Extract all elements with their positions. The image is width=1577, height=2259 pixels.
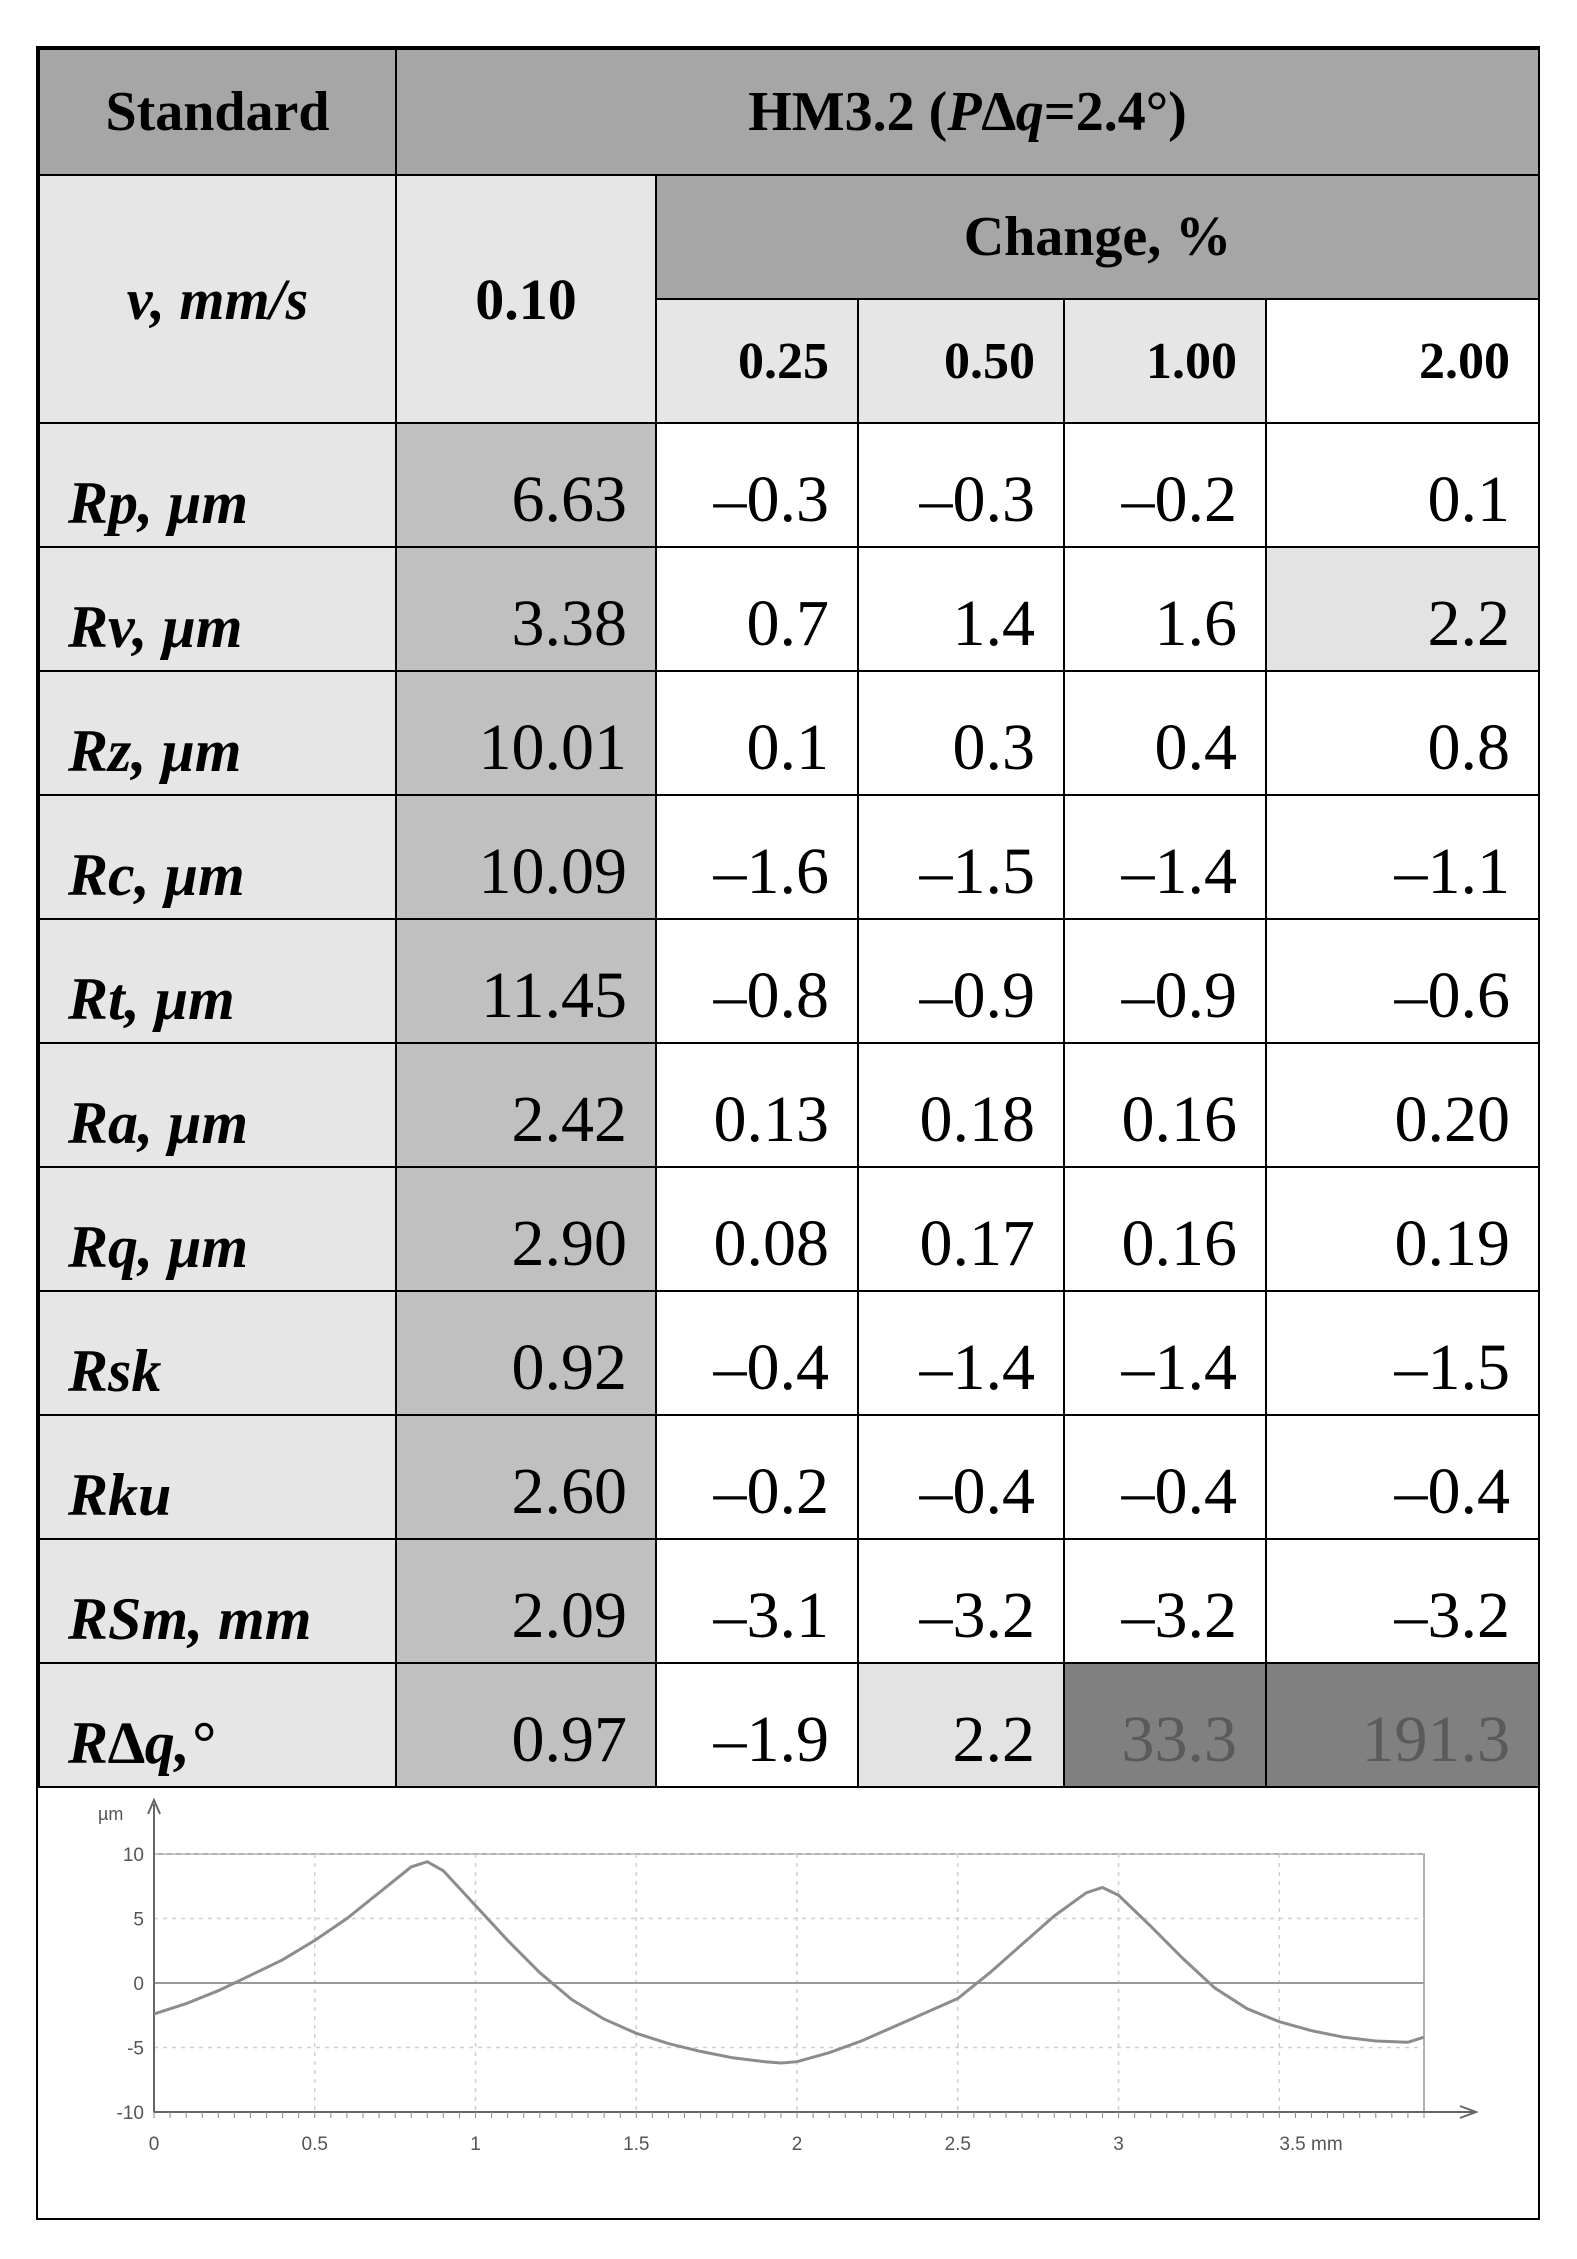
header-row-1 bbox=[39, 49, 1539, 175]
title-code: HM3.2 ( bbox=[748, 81, 948, 143]
title-param: P∆q bbox=[947, 81, 1044, 143]
change-value: –0.4 bbox=[1064, 1415, 1266, 1539]
change-value: –1.5 bbox=[1266, 1291, 1539, 1415]
change-value: 2.2 bbox=[1266, 547, 1539, 671]
x-tick-label: 1 bbox=[470, 2134, 481, 2155]
change-value: 0.7 bbox=[656, 547, 858, 671]
change-value: –1.1 bbox=[1266, 795, 1539, 919]
table-row bbox=[39, 1167, 1539, 1291]
change-value: –0.2 bbox=[656, 1415, 858, 1539]
change-value: 191.3 bbox=[1266, 1663, 1539, 1787]
base-value: 10.01 bbox=[396, 671, 656, 795]
y-tick-label: -10 bbox=[116, 2103, 144, 2124]
change-value: –3.2 bbox=[1064, 1539, 1266, 1663]
param-name: Rc, μm bbox=[39, 795, 396, 919]
profile-line bbox=[154, 1862, 1424, 2063]
plot-axes bbox=[148, 1800, 1476, 2118]
change-value: –1.6 bbox=[656, 795, 858, 919]
change-value: –0.4 bbox=[1266, 1415, 1539, 1539]
param-name: Rv, μm bbox=[39, 547, 396, 671]
change-value: –1.4 bbox=[858, 1291, 1064, 1415]
table-row bbox=[39, 795, 1539, 919]
x-tick-label: 3.5 mm bbox=[1279, 2134, 1343, 2155]
change-value: 33.3 bbox=[1064, 1663, 1266, 1787]
param-name: Rp, μm bbox=[39, 423, 396, 547]
table-row bbox=[39, 423, 1539, 547]
change-value: –3.2 bbox=[858, 1539, 1064, 1663]
change-value: –3.1 bbox=[656, 1539, 858, 1663]
change-value: 0.1 bbox=[656, 671, 858, 795]
change-value: –1.9 bbox=[656, 1663, 858, 1787]
change-value: 0.4 bbox=[1064, 671, 1266, 795]
change-value: 1.6 bbox=[1064, 547, 1266, 671]
base-value: 11.45 bbox=[396, 919, 656, 1043]
change-value: –0.4 bbox=[656, 1291, 858, 1415]
header-row-2 bbox=[39, 175, 1539, 299]
param-name: R∆q,° bbox=[39, 1663, 396, 1787]
change-value: –0.9 bbox=[858, 919, 1064, 1043]
speed-header bbox=[39, 175, 396, 423]
base-speed-header: 0.10 bbox=[396, 175, 656, 423]
change-value: 0.17 bbox=[858, 1167, 1064, 1291]
change-value: 0.13 bbox=[656, 1043, 858, 1167]
standard-header: Standard bbox=[39, 49, 396, 175]
y-tick-label: -5 bbox=[127, 2038, 144, 2060]
base-value: 2.90 bbox=[396, 1167, 656, 1291]
table-row bbox=[39, 1291, 1539, 1415]
change-value: 0.18 bbox=[858, 1043, 1064, 1167]
param-name: Rku bbox=[39, 1415, 396, 1539]
change-value: 0.08 bbox=[656, 1167, 858, 1291]
x-tick-label: 0 bbox=[148, 2134, 160, 2155]
change-value: –0.6 bbox=[1266, 919, 1539, 1043]
x-tick-label: 1.5 bbox=[623, 2134, 650, 2155]
y-tick-label: 5 bbox=[133, 1909, 144, 1931]
base-value: 0.97 bbox=[396, 1663, 656, 1787]
change-value: 0.8 bbox=[1266, 671, 1539, 795]
change-value: 0.19 bbox=[1266, 1167, 1539, 1291]
base-value: 2.60 bbox=[396, 1415, 656, 1539]
change-value: 0.3 bbox=[858, 671, 1064, 795]
speed-header-label: v, mm/s bbox=[126, 266, 309, 332]
x-tick-label: 2 bbox=[791, 2134, 803, 2155]
change-value: –0.2 bbox=[1064, 423, 1266, 547]
base-value: 6.63 bbox=[396, 423, 656, 547]
x-tick-label: 3 bbox=[1113, 2134, 1124, 2155]
profile-plot bbox=[38, 1776, 1538, 2218]
plot-grid bbox=[154, 1854, 1424, 2112]
change-value: –1.4 bbox=[1064, 1291, 1266, 1415]
base-value: 2.09 bbox=[396, 1539, 656, 1663]
change-value: –0.3 bbox=[858, 423, 1064, 547]
change-value: –0.3 bbox=[656, 423, 858, 547]
change-value: –0.8 bbox=[656, 919, 858, 1043]
sample-title bbox=[396, 49, 1539, 175]
param-name: Rsk bbox=[39, 1291, 396, 1415]
change-value: 0.16 bbox=[1064, 1167, 1266, 1291]
table-body bbox=[39, 423, 1539, 1787]
param-name: Rq, μm bbox=[39, 1167, 396, 1291]
change-value: –0.4 bbox=[858, 1415, 1064, 1539]
change-value: –3.2 bbox=[1266, 1539, 1539, 1663]
change-value: 0.16 bbox=[1064, 1043, 1266, 1167]
param-name: Rz, μm bbox=[39, 671, 396, 795]
x-tick-label: 0.5 bbox=[301, 2134, 328, 2155]
roughness-table bbox=[38, 48, 1540, 1788]
table-row bbox=[39, 671, 1539, 795]
table-row bbox=[39, 1415, 1539, 1539]
table-row bbox=[39, 1663, 1539, 1787]
change-value: –1.5 bbox=[858, 795, 1064, 919]
change-value: –0.9 bbox=[1064, 919, 1266, 1043]
base-value: 0.92 bbox=[396, 1291, 656, 1415]
table-row bbox=[39, 1539, 1539, 1663]
speed-col-header: 2.00 bbox=[1266, 299, 1539, 423]
param-name: RSm, mm bbox=[39, 1539, 396, 1663]
change-value: 2.2 bbox=[858, 1663, 1064, 1787]
table-row bbox=[39, 547, 1539, 671]
base-value: 3.38 bbox=[396, 547, 656, 671]
speed-col-header: 1.00 bbox=[1064, 299, 1266, 423]
change-value: 0.20 bbox=[1266, 1043, 1539, 1167]
speed-col-header: 0.50 bbox=[858, 299, 1064, 423]
title-value: =2.4°) bbox=[1043, 81, 1187, 143]
plot-labels bbox=[98, 1804, 1343, 2155]
base-value: 2.42 bbox=[396, 1043, 656, 1167]
results-sheet bbox=[36, 46, 1540, 2220]
change-value: 0.1 bbox=[1266, 423, 1539, 547]
y-tick-label: 0 bbox=[133, 1974, 144, 1995]
change-value: 1.4 bbox=[858, 547, 1064, 671]
param-name: Rt, μm bbox=[39, 919, 396, 1043]
table-row bbox=[39, 919, 1539, 1043]
y-unit-label: µm bbox=[98, 1804, 124, 1824]
table-row bbox=[39, 1043, 1539, 1167]
y-tick-label: 10 bbox=[122, 1845, 144, 1866]
speed-col-header: 0.25 bbox=[656, 299, 858, 423]
base-value: 10.09 bbox=[396, 795, 656, 919]
change-header: Change, % bbox=[656, 175, 1539, 299]
change-value: –1.4 bbox=[1064, 795, 1266, 919]
x-tick-label: 2.5 bbox=[944, 2134, 972, 2155]
param-name: Ra, μm bbox=[39, 1043, 396, 1167]
